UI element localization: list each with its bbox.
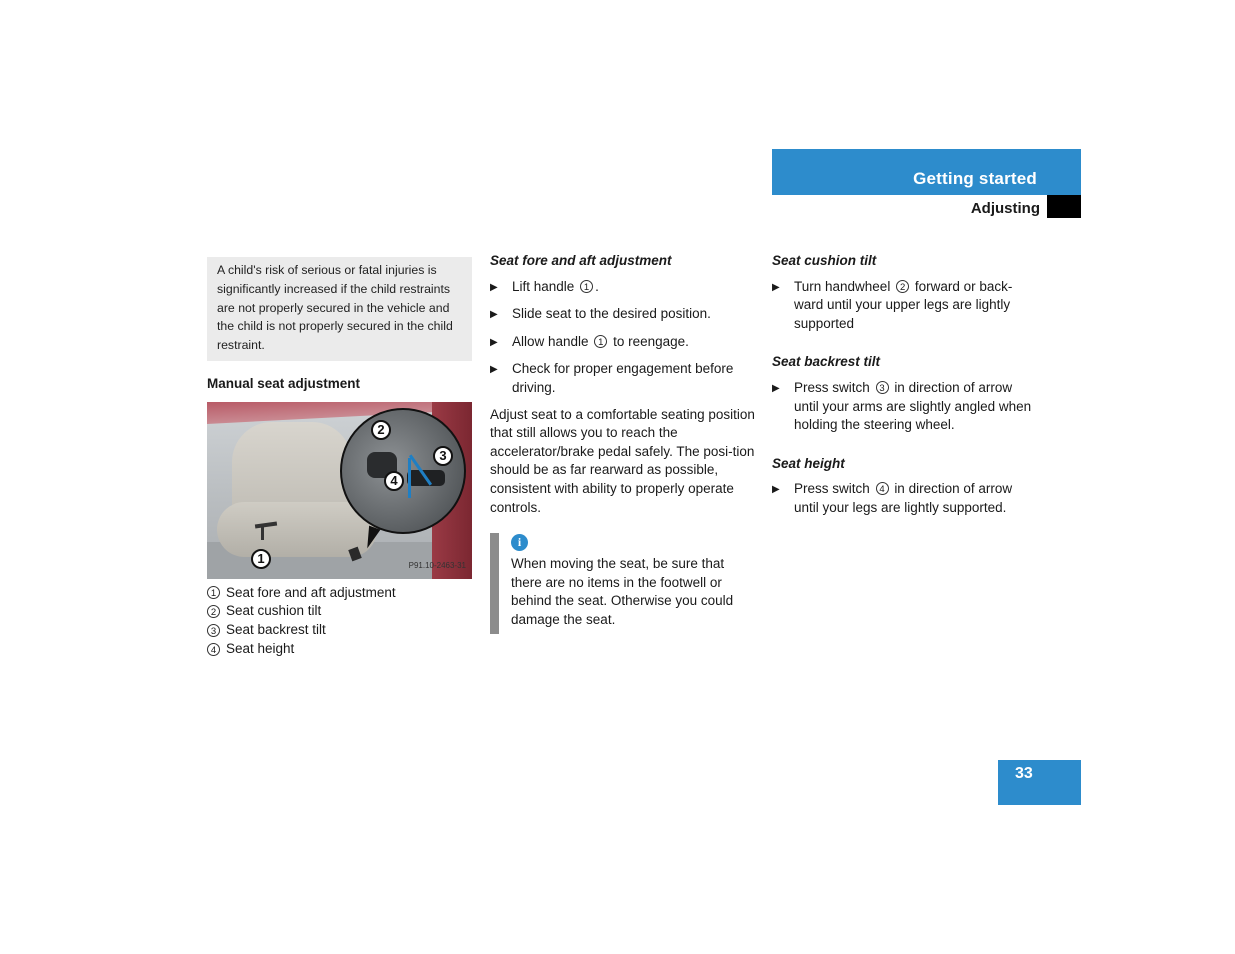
step-number: 2 [896,280,909,293]
legend-label: Seat cushion tilt [226,603,322,619]
instruction-step [772,278,1037,334]
step-text-part: forward or back-ward until your upper legs are lightly supported [794,278,1013,331]
step-text [794,480,1037,517]
step-text [794,379,1037,435]
step-text-part: . [595,278,599,294]
subsection-title: Adjusting [970,200,1040,217]
warning-box: A child's risk of serious or fatal injuries is significantly increased if the child restraints are not properly secured in the vehicle and the child is not properly secured in the child restraint. [207,257,472,361]
step-number: 4 [876,482,889,495]
subsection-marker [1047,195,1081,218]
info-text: When moving the seat, be sure that there are no items in the footwell or behind the seat. Otherwise you could damage the seat. [511,556,734,627]
bullet-arrow-icon: ▶ [772,281,780,293]
step-number: 1 [594,335,607,348]
legend-item [207,584,472,603]
legend-number: 1 [207,586,220,599]
instruction-step [772,480,1037,517]
info-icon: i [511,534,528,551]
seat-height-heading: Seat height [772,455,845,471]
step-text [512,333,689,353]
instruction-step [490,360,755,397]
legend-number: 2 [207,605,220,618]
step-text-part: in direction of arrow until your legs are lightly supported. [794,481,1013,515]
column-right [772,252,1037,526]
info-box [490,533,755,633]
callout-3: 3 [433,446,453,466]
step-text-part: Lift handle [512,278,575,294]
step-number: 3 [876,381,889,394]
step-text: Check for proper engagement before driving. [512,361,734,395]
fore-aft-heading: Seat fore and aft adjustment [490,253,672,268]
section-title: Getting started [913,169,1037,188]
legend-item [207,640,472,659]
page-number: 33 [998,760,1081,805]
seat-adjustment-figure [207,402,472,579]
step-text [794,278,1037,334]
step-text-part: Press switch [794,481,870,497]
legend-label: Seat height [226,641,295,657]
legend-number: 4 [207,643,220,656]
figure-legend [207,584,472,659]
bullet-arrow-icon: ▶ [772,484,780,496]
height-arrow-icon [408,458,411,498]
column-left [207,257,472,659]
section-header-bar [772,149,1081,195]
instruction-step [772,379,1037,435]
cushion-tilt-heading: Seat cushion tilt [772,253,877,268]
figure-zoom-circle [340,408,466,534]
column-middle [490,252,755,634]
bullet-arrow-icon: ▶ [490,309,498,321]
legend-number: 3 [207,624,220,637]
backrest-tilt-heading: Seat backrest tilt [772,354,881,370]
legend-item [207,621,472,640]
step-number: 1 [580,280,593,293]
bullet-arrow-icon: ▶ [490,364,498,376]
step-text-part: Allow handle [512,333,589,349]
bullet-arrow-icon: ▶ [772,382,780,394]
manual-adjustment-heading: Manual seat adjustment [207,375,361,391]
step-text: Slide seat to the desired position. [512,306,711,322]
fore-aft-paragraph: Adjust seat to a comfortable seating position that still allows you to reach the accelerator/brake pedal safely. The posi-tion should be as far rearward as possible, consistent with ability to properly operate controls. [490,406,755,515]
legend-item [207,602,472,621]
bullet-arrow-icon: ▶ [490,281,498,293]
callout-2: 2 [371,420,391,440]
step-text-part: Turn handwheel [794,278,891,294]
instruction-step [490,278,755,298]
callout-4: 4 [384,471,404,491]
figure-handle-stem [261,526,264,540]
bullet-arrow-icon: ▶ [490,336,498,348]
instruction-step [490,333,755,353]
step-text [512,278,599,298]
step-text-part: in direction of arrow until your arms are slightly angled when holding the steering wheel. [794,379,1032,433]
callout-1: 1 [251,549,271,569]
figure-code: P91.10-2463-31 [408,560,466,570]
legend-label: Seat fore and aft adjustment [226,584,396,600]
instruction-step [490,305,755,325]
step-text-part: to reengage. [613,333,689,349]
legend-label: Seat backrest tilt [226,622,326,638]
step-text-part: Press switch [794,379,870,395]
